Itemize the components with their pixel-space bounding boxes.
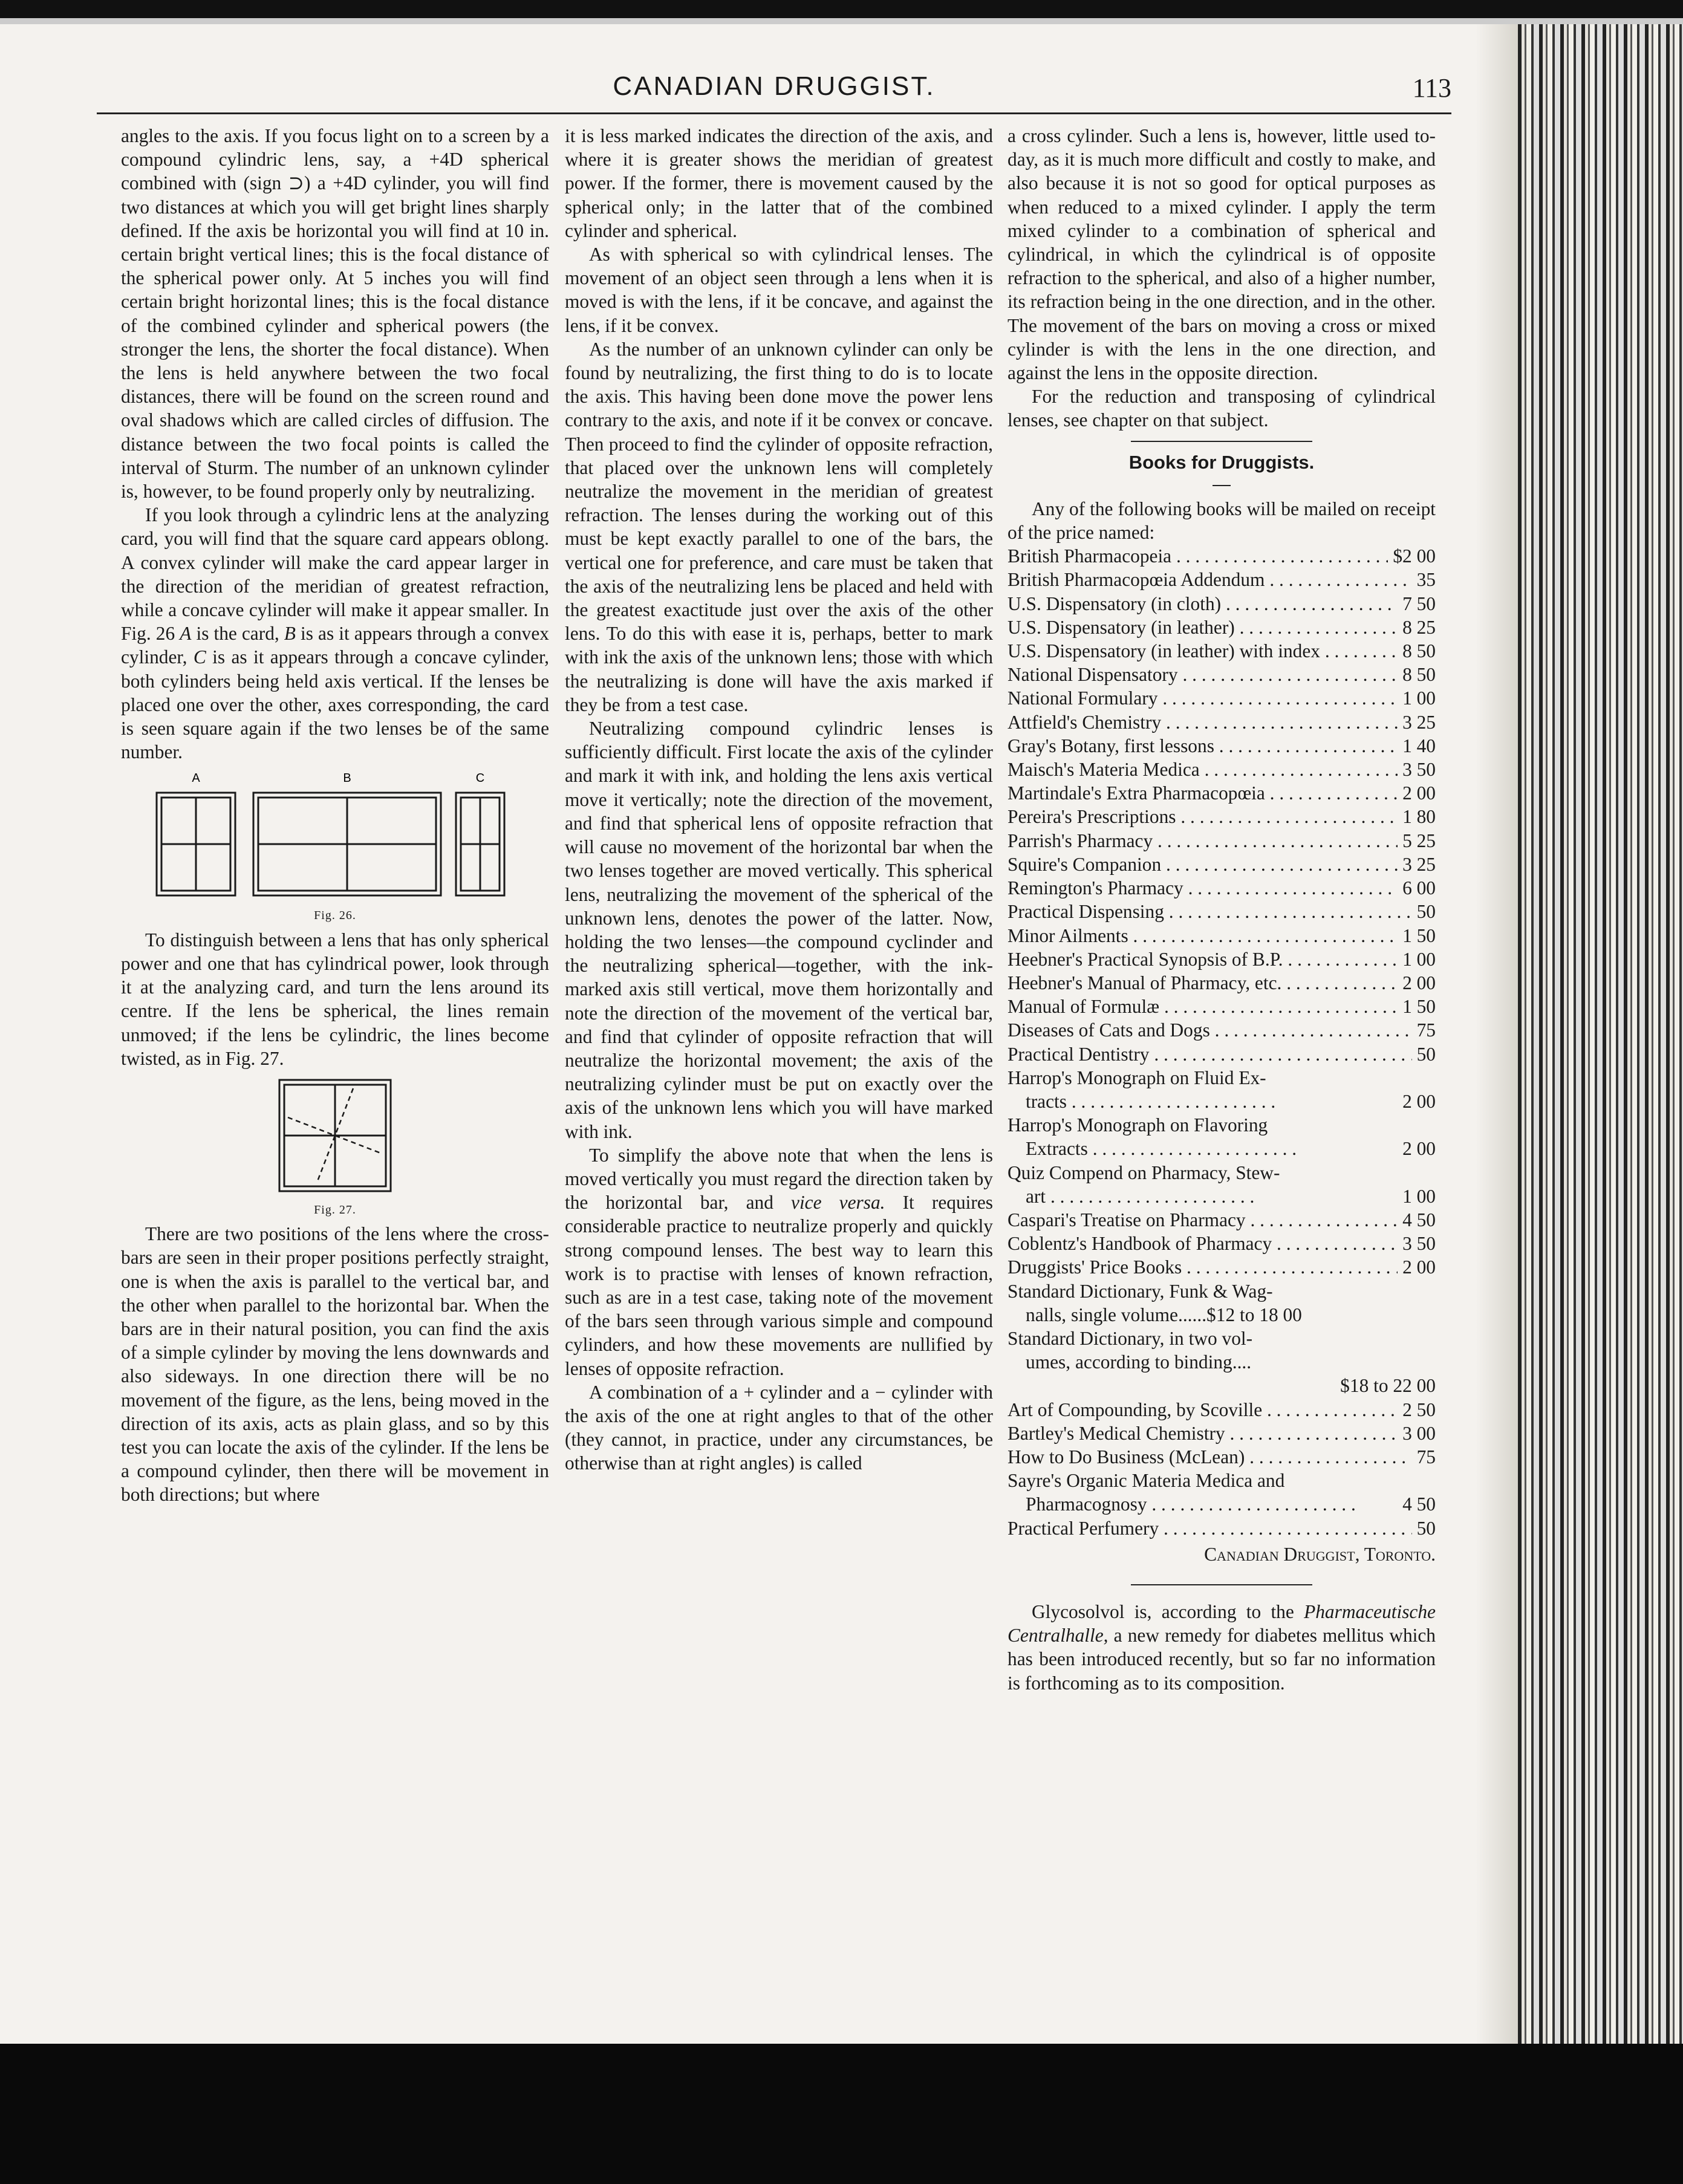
text-run: If you look through a cylindric lens at the analyzing card, you will find that the square card appears oblong. A convex cylinder will make the card appear larger in the direction of the meridian of greatest refraction, while a concave cylinder will make it appear smaller. In Fig. 26 (121, 504, 549, 645)
books-heading: Books for Druggists. (1128, 451, 1315, 473)
book-title: Parrish's Pharmacy . . . (1008, 829, 1398, 853)
book-title: Pereira's Prescriptions . . . (1008, 805, 1398, 828)
paragraph (1008, 1600, 1436, 1695)
paragraph: To distinguish between a lens that has only spherical power and one that has cylindrical power, look through it at the analyzing card, and turn the lens around its centre. If the lens be spherical, the lines remain unmoved; if the lens be cylindric, the lines become twisted, as in Fig. 27. (121, 929, 549, 1069)
scan-right-edge (1518, 24, 1683, 2044)
book-title: British Pharmacopeia . . . (1008, 544, 1388, 568)
figure-ref-a: A (180, 623, 192, 645)
paragraph: A combination of a + cylinder and a − cylinder with the axis of the one at right angles to that of the other (they cannot, in practice, under any circumstances, be otherwise than at right angles) is called (565, 1381, 993, 1474)
fig26-label-a: A (192, 772, 200, 785)
text-run: To simplify the above note that when the lens is moved vertically you must regard the direction taken by the horizontal bar, and (565, 1144, 993, 1214)
book-title: U.S. Dispensatory (in leather) . . . (1008, 616, 1398, 639)
book-price: 8 25 (1402, 616, 1436, 638)
book-price: 4 50 (1402, 1493, 1436, 1515)
book-price: 1 50 (1402, 996, 1436, 1018)
book-price: 6 00 (1402, 877, 1436, 899)
book-entry (1008, 853, 1436, 876)
book-title: Practical Dispensing . . . (1008, 900, 1412, 923)
book-entry (1008, 686, 1436, 710)
fig26-label-c: C (475, 772, 485, 785)
book-entry (1008, 876, 1436, 900)
book-entry (1008, 1208, 1436, 1232)
book-price: 1 00 (1402, 1185, 1436, 1207)
heading-dash (1213, 485, 1231, 486)
section-divider (1131, 441, 1312, 442)
paragraph: a cross cylinder. Such a lens is, however, little used to-day, as it is much more difficult and costly to make, and also because it is not so good for optical purposes as when reduced to a mixed cylinder. I apply the term mixed cylinder to a combination of spherical and cylindrical, in which the cylindrical is of opposite refraction to the spherical, and also of a higher number, its refraction being in the one direction, and in the other. The movement of the bars on moving a cross or mixed cylinder is with the lens in the one direction, and against the lens in the opposite direction. (1008, 125, 1436, 384)
book-entry (1008, 1042, 1436, 1066)
book-price: 8 50 (1402, 664, 1436, 686)
figure-26-caption: Fig. 26. (314, 909, 356, 923)
book-price: 1 00 (1402, 948, 1436, 970)
text-run: is the card, (191, 623, 284, 645)
book-title: Minor Ailments . . . (1008, 924, 1398, 947)
paragraph (121, 503, 549, 764)
book-price: 50 (1416, 1043, 1436, 1065)
book-price: 3 25 (1402, 853, 1436, 875)
book-entry (1008, 1327, 1436, 1398)
book-title: Diseases of Cats and Dogs . . . (1008, 1018, 1412, 1042)
book-title: Gray's Botany, first lessons . . . (1008, 734, 1398, 758)
book-title: Heebner's Manual of Pharmacy, etc. . . . (1008, 971, 1398, 995)
book-entry (1008, 805, 1436, 828)
book-entry (1008, 924, 1436, 947)
book-entry (1008, 1232, 1436, 1255)
book-title: Maisch's Materia Medica . . . (1008, 758, 1398, 781)
book-price: 3 25 (1402, 711, 1436, 733)
book-entry (1008, 1445, 1436, 1469)
text-run: a new remedy for diabetes mellitus which has been introduced recently, but so far no information is forthcoming as to its composition. (1008, 1625, 1436, 1694)
book-entry (1008, 592, 1436, 616)
column-2 (565, 124, 993, 1475)
book-title-cont: Extracts . . . (1026, 1137, 1398, 1160)
figure-27 (275, 1075, 396, 1196)
book-price: 2 00 (1402, 972, 1436, 993)
book-title: Practical Perfumery . . . (1008, 1516, 1412, 1540)
book-price: 7 50 (1402, 593, 1436, 614)
italic-phrase: Pharmaceutische Centralhalle, (1008, 1601, 1436, 1646)
page-number: 113 (1412, 73, 1451, 103)
book-title: British Pharmacopœia Addendum . . . (1008, 568, 1412, 591)
book-price: 1 80 (1402, 806, 1436, 828)
paragraph: There are two positions of the lens where the cross-bars are seen in their proper positions perfectly straight, one is when the axis is parallel to the vertical bar, and the other when parallel to the horizontal bar. When the bars are in their natural position, you can find the axis of a simple cylinder by moving the lens downwards and also sideways. In one direction there will be no movement of the figure, as the lens, being moved in the direction of its axis, acts as plain glass, and so by this test you can locate the axis of the cylinder. If the lens be a compound cylinder, then there will be movement in both directions; but where (121, 1223, 549, 1506)
paragraph (565, 1143, 993, 1380)
book-price: 2 00 (1402, 782, 1436, 804)
book-entry (1008, 758, 1436, 781)
book-title: Quiz Compend on Pharmacy, Stew- (1008, 1162, 1280, 1183)
italic-phrase: vice versa. (791, 1192, 885, 1214)
book-title: Coblentz's Handbook of Pharmacy . . . (1008, 1232, 1398, 1255)
column-3 (1008, 124, 1436, 1695)
book-title: Attfield's Chemistry . . . (1008, 710, 1398, 734)
book-entry (1008, 781, 1436, 805)
book-price: 2 00 (1402, 1256, 1436, 1278)
book-price: 75 (1416, 1019, 1436, 1041)
book-price: 1 40 (1402, 735, 1436, 756)
book-title-cont: umes, according to binding.... (1026, 1351, 1252, 1373)
book-title: Practical Dentistry . . . (1008, 1042, 1412, 1066)
book-entry (1008, 1398, 1436, 1422)
book-title-cont: art . . . (1026, 1185, 1398, 1208)
paragraph: Neutralizing compound cylindric lenses is sufficiently difficult. First locate the axis of the cylinder and mark it with ink, and holding the lens axis vertical move it vertically; note the direction of the movement, and find that spherical lens of opposite refraction that will cause no movement of the horizontal bar when the two lenses together are moved vertically. This spherical lens, neutralizing the movement of the spherical of the unknown lens, denotes the power of the latter. Now, holding the two lenses—the compound cyclinder and the neutralizing spherical—together, with the ink-marked axis still vertical, move them horizontally and note the direction of the movement of the vertical bar, and find that cylinder of opposite refraction that will neutralize the horizontal movement; the axis of the neutralizing cylinder must be put on exactly over the axis of the unknown lens which you will have marked with ink. (565, 718, 993, 1142)
book-price: 2 50 (1402, 1399, 1436, 1420)
book-entry (1008, 1066, 1436, 1113)
book-title: U.S. Dispensatory (in cloth) . . . (1008, 592, 1398, 616)
book-title: National Dispensatory . . . (1008, 663, 1398, 686)
book-title: Standard Dictionary, in two vol- (1008, 1327, 1253, 1349)
figure-27-caption: Fig. 27. (314, 1203, 356, 1217)
book-price: 4 50 (1402, 1209, 1436, 1230)
book-title: National Formulary . . . (1008, 686, 1398, 710)
book-price: 5 25 (1402, 830, 1436, 851)
section-divider (1131, 1584, 1312, 1585)
book-price: 35 (1416, 569, 1436, 591)
scan-bottom-border (0, 2044, 1683, 2184)
book-list (1008, 544, 1436, 1540)
book-title-cont: nalls, single volume......$12 to 18 00 (1026, 1304, 1302, 1325)
text-run: Glycosolvol is, according to the (1032, 1601, 1304, 1622)
signature: Canadian Druggist, Toronto. (1204, 1543, 1436, 1565)
book-title: Sayre's Organic Materia Medica and (1008, 1470, 1285, 1492)
book-entry (1008, 971, 1436, 995)
book-title-cont: tracts . . . (1026, 1090, 1398, 1113)
book-title: Bartley's Medical Chemistry . . . (1008, 1422, 1398, 1445)
book-entry (1008, 544, 1436, 568)
book-title: Remington's Pharmacy . . . (1008, 876, 1398, 900)
book-entry (1008, 663, 1436, 686)
book-title: U.S. Dispensatory (in leather) with index . . . (1008, 639, 1398, 663)
book-entry (1008, 900, 1436, 923)
book-title: Squire's Companion . . . (1008, 853, 1398, 876)
book-entry (1008, 1279, 1436, 1327)
book-price: 50 (1416, 1517, 1436, 1539)
book-price: 1 00 (1402, 687, 1436, 709)
book-title: Druggists' Price Books . . . (1008, 1255, 1398, 1279)
book-price: 75 (1416, 1446, 1436, 1467)
fig26-card-a (157, 793, 235, 895)
header-rule (97, 112, 1451, 114)
paragraph: For the reduction and transposing of cylindrical lenses, see chapter on that subject. (1008, 386, 1436, 431)
paragraph: angles to the axis. If you focus light on to a screen by a compound cylindric lens, say, a +4D spherical combined with (sign ⊃) a +4D cylinder, you will find two distances at which you will get bright lines sharply defined. If the axis be horizontal you will find at 10 in. certain bright vertical lines; this is the focal distance of the spherical power only. At 5 inches you will find certain bright horizontal lines; this is the focal distance of the combined cylinder and spherical powers (the stronger the lens, the shorter the focal distance). When the lens is held anywhere between the two focal distances, there will be found on the screen round and oval shadows which are called circles of diffusion. The distance between the two focal points is called the interval of Sturm. The number of an unknown cylinder is, however, to be found properly only by neutralizing. (121, 125, 549, 502)
paragraph: it is less marked indicates the direction of the axis, and where it is greater shows the meridian of greatest power. If the former, there is movement caused by the spherical only; in the latter that of the combined cylinder and spherical. (565, 125, 993, 241)
book-title: Art of Compounding, by Scoville . . . (1008, 1398, 1398, 1422)
book-price: 3 00 (1402, 1422, 1436, 1444)
book-title: How to Do Business (McLean) . . . (1008, 1445, 1412, 1469)
running-title: CANADIAN DRUGGIST. (613, 71, 936, 101)
book-entry (1008, 616, 1436, 639)
book-entry (1008, 1516, 1436, 1540)
paragraph: As the number of an unknown cylinder can only be found by neutralizing, the first thing to do is to locate the axis. This having been done move the power lens contrary to the axis, and note if it be convex or concave. Then proceed to find the cylinder of opposite refraction, that placed over the unknown lens will completely neutralize the movement in the meridian of greatest refraction. The lenses during the working out of this must be kept exactly parallel to one of the bars, the vertical one for preference, and care must be taken that the axis of the neutralizing lens be placed and held with the greatest exactitude just over the axis of the other lens. To do this with ease it is, perhaps, better to mark with ink the axis of the unknown lens; those with which the neutralizing is done will have the axis marked if they be from a test case. (565, 338, 993, 715)
book-title: Standard Dictionary, Funk & Wag- (1008, 1280, 1273, 1302)
book-title: Harrop's Monograph on Flavoring (1008, 1114, 1268, 1136)
scan-top-shadow (0, 18, 1683, 24)
book-price: 2 00 (1402, 1090, 1436, 1112)
book-entry (1008, 1018, 1436, 1042)
book-price: 3 50 (1402, 759, 1436, 781)
book-entry (1008, 734, 1436, 758)
book-entry (1008, 995, 1436, 1018)
book-entry (1008, 1113, 1436, 1160)
book-entry (1008, 1469, 1436, 1516)
book-price: $18 to 22 00 (1340, 1375, 1436, 1397)
book-title: Caspari's Treatise on Pharmacy . . . (1008, 1208, 1398, 1232)
book-title: Harrop's Monograph on Fluid Ex- (1008, 1067, 1266, 1088)
column-1 (121, 124, 549, 1507)
book-entry (1008, 1161, 1436, 1208)
book-entry (1008, 710, 1436, 734)
paragraph: As with spherical so with cylindrical lenses. The movement of an object seen through a lens when it is moved is with the lens, if it be concave, and against the lens, if it be convex. (565, 244, 993, 336)
book-entry (1008, 639, 1436, 663)
scan-top-border (0, 0, 1683, 18)
book-title: Manual of Formulæ . . . (1008, 995, 1398, 1018)
scan-right-shadow (1476, 24, 1518, 2044)
text-run: is as it appears through a convex cylinder, (121, 623, 549, 668)
book-price: 3 50 (1402, 1233, 1436, 1255)
book-entry (1008, 947, 1436, 971)
figure-ref-c: C (193, 646, 206, 668)
fig26-card-c (456, 793, 504, 895)
figure-26 (154, 769, 516, 902)
book-entry (1008, 829, 1436, 853)
books-intro: Any of the following books will be mailed on receipt of the price named: (1008, 498, 1436, 544)
book-entry (1008, 1422, 1436, 1445)
book-price: 50 (1416, 901, 1436, 923)
text-run: is as it appears through a concave cylinder, both cylinders being held axis vertical. If the lenses be placed one over the other, axes corresponding, the card is seen square again if the two lenses be of the same number. (121, 646, 549, 763)
book-entry (1008, 568, 1436, 591)
text-run: It requires considerable practice to neutralize properly and quickly strong compound lenses. The best way to learn this work is to practise with lenses of known refraction, such as are in a test case, taking note of the movement of the bars seen through various simple and compound cylinders, and how these movements are nullified by lenses of opposite refraction. (565, 1192, 993, 1379)
page-header (97, 71, 1451, 114)
book-price: 8 50 (1402, 640, 1436, 662)
book-title: Heebner's Practical Synopsis of B.P. . . . (1008, 947, 1398, 971)
book-price: $2 00 (1393, 545, 1436, 567)
book-entry (1008, 1255, 1436, 1279)
book-price: 1 50 (1402, 925, 1436, 946)
fig26-label-b: B (343, 772, 351, 785)
book-title-cont: Pharmacognosy . . . (1026, 1492, 1398, 1516)
book-title: Martindale's Extra Pharmacopœia . . . (1008, 781, 1398, 805)
fig26-card-b (253, 793, 441, 895)
book-price: 2 00 (1402, 1138, 1436, 1160)
figure-ref-b: B (284, 623, 296, 645)
